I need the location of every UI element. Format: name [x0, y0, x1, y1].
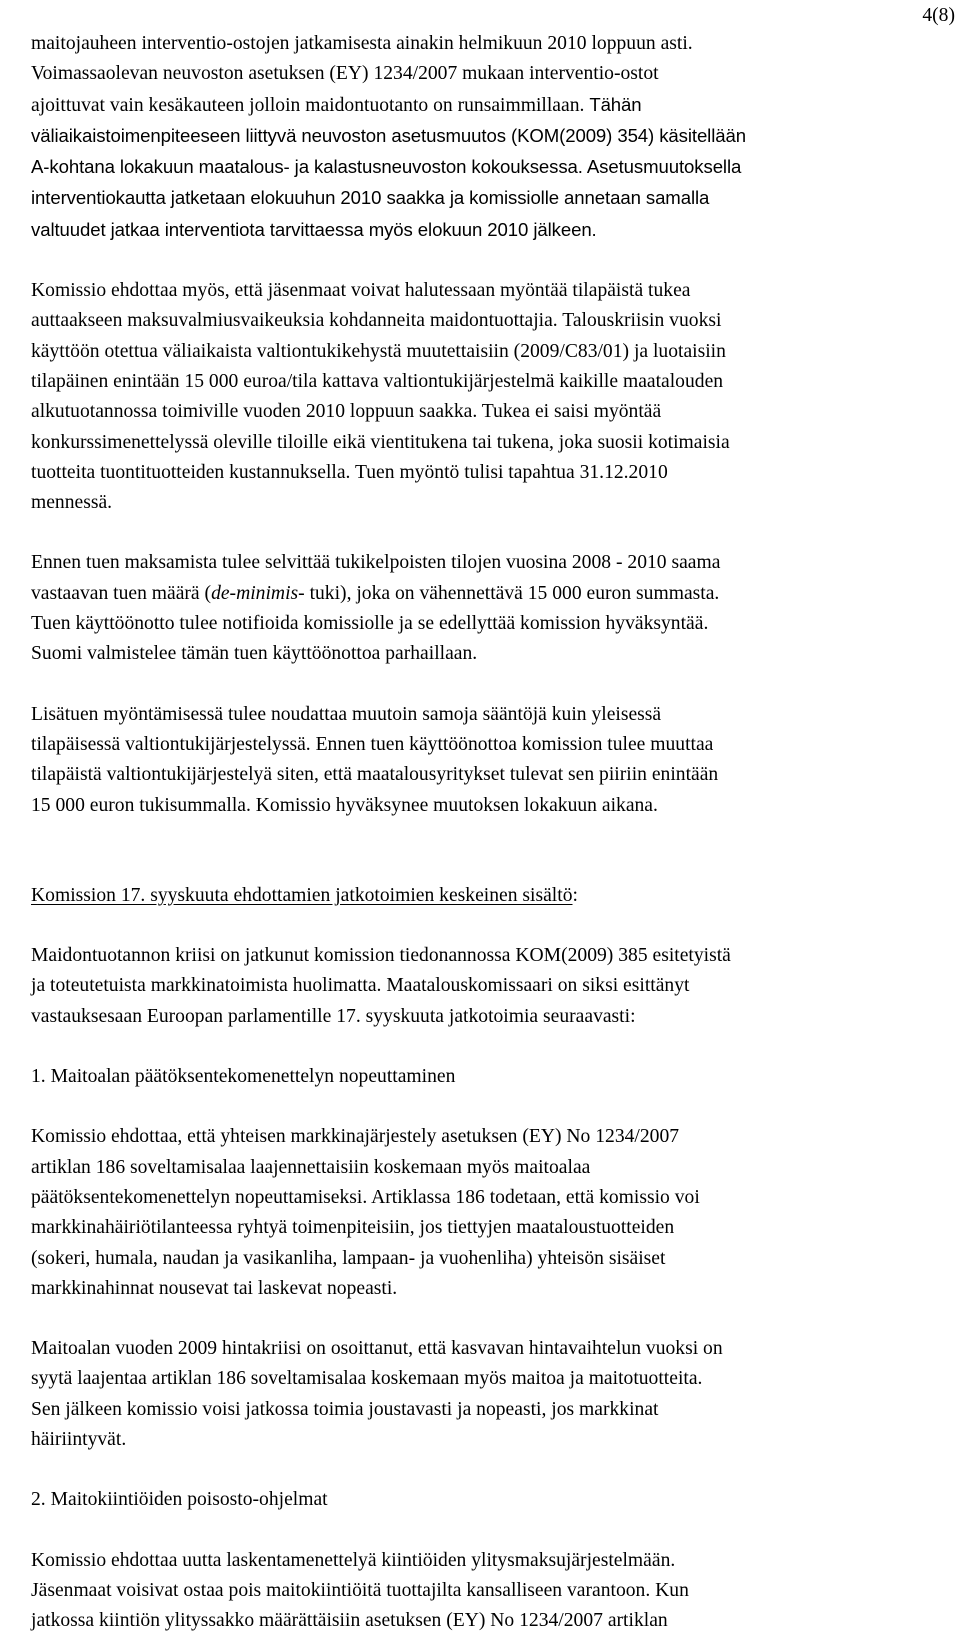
paragraph-article-186: Komissio ehdottaa, että yhteisen markkinajärjestely asetuksen (EY) No 1234/2007 artiklan 186 soveltamisalaa laajennettaisiin koskemaan myös maitoalaa päätöksentekomenettelyn nopeuttamiseksi. Artiklassa 186 todetaan, että komissio voi markkinahäiriötilanteessa ryhtyä toimenpiteisiin, jos tiettyjen maataloustuotteiden (sokeri, humala, naudan ja vasikanliha, lampaan- ja vuohenliha) yhteisön sisäiset markkinahinnat nousevat tai laskevat nopeasti.: [31, 1126, 700, 1299]
paragraph-additional-aid: Lisätuen myöntämisessä tulee noudattaa muutoin samoja sääntöjä kuin yleisessä tilapäisessä valtiontukijärjestelyssä. Ennen tuen käyttöönottoa komission tulee muuttaa tilapäistä valtiontukijärjestelyä siten, että maatalousyritykset tulevat sen piiriin enintään 15 000 euron tukisummalla. Komissio hyväksynee muutoksen lokakuun aikana.: [31, 703, 719, 816]
paragraph-quota-buyout: Komissio ehdottaa uutta laskentamenettelyä kiintiöiden ylitysmaksujärjestelmään. Jäsenmaat voisivat ostaa pois maitokiintiöitä tuottajilta kansalliseen varantoon. Kun jatkossa kiintiön ylityssakko määrättäisiin asetuksen (EY) No 1234/2007 artiklan: [31, 1549, 689, 1632]
page-number: 4(8): [922, 5, 955, 26]
de-minimis-italic: de-minimis: [211, 582, 299, 604]
section-heading-text: Komission 17. syyskuuta ehdottamien jatkotoimien keskeinen sisältö: [31, 884, 573, 906]
section-heading-suffix: :: [572, 884, 578, 906]
paragraph-de-minimis: [31, 548, 956, 669]
paragraph-intervention-sans: Tähän väliaikaistoimenpiteeseen liittyvä neuvoston asetusmuutos (KOM(2009) 354) käsitellään A-kohtana lokakuun maatalous- ja kalastusneuvoston kokouksessa. Asetusmuutoksella interventiokautta jatketaan elokuuhun 2010 saakka ja komissiolle annetaan samalla valtuudet jatkaa interventiota tarvittaessa myös elokuun 2010 jälkeen.: [31, 93, 746, 240]
item-2-title: 2. Maitokiintiöiden poisosto-ohjelmat: [31, 1489, 328, 1511]
paragraph-intervention-serif: maitojauheen interventio-ostojen jatkamisesta ainakin helmikuun 2010 loppuun asti. Voimassaolevan neuvoston asetuksen (EY) 1234/2007 mukaan interventio-ostot ajoittuvat vain kesäkauteen jolloin maidontuotanto on runsaimmillaan.: [31, 33, 693, 116]
de-minimis-after: - tuki), joka on vähennettävä 15 000 euron summasta. Tuen käyttöönotto tulee notifioida komissiolle ja se edellyttää komission hyväksyntää. Suomi valmistelee tämän tuen käyttöönottoa parhaillaan.: [31, 582, 720, 665]
paragraph-milk-crisis: Maidontuotannon kriisi on jatkunut komission tiedonannossa KOM(2009) 385 esitetyistä ja toteutetuista markkinatoimista huolimatta. Maatalouskomissaari on siksi esittänyt vastauksesaan Euroopan parlamentille 17. syyskuuta jatkotoimia seuraavasti:: [31, 945, 731, 1027]
paragraph-price-crisis: Maitoalan vuoden 2009 hintakriisi on osoittanut, että kasvavan hintavaihtelun vuoksi on syytä laajentaa artiklan 186 soveltamisalaa koskemaan myös maitoa ja maitotuotteita. Sen jälkeen komissio voisi jatkossa toimia joustavasti ja nopeasti, jos markkinat häiriintyvät.: [31, 1338, 723, 1450]
item-1-title: 1. Maitoalan päätöksentekomenettelyn nopeuttaminen: [31, 1066, 456, 1088]
section-heading: [31, 881, 956, 911]
paragraph-intervention: [31, 29, 956, 246]
paragraph-temporary-aid: Komissio ehdottaa myös, että jäsenmaat voivat halutessaan myöntää tilapäistä tukea auttaakseen maksuvalmiusvaikeuksia kohdanneita maidontuottajia. Talouskriisin vuoksi käyttöön otettua väliaikaista valtiontukikehystä muutettaisiin (2009/C83/01) ja luotaisiin tilapäinen enintään 15 000 euroa/tila kattava valtiontukijärjestelmä kaikille maatalouden alkutuotannossa toimiville vuoden 2010 loppuun saakka. Tukea ei saisi myöntää konkurssimenettelyssä oleville tiloille eikä vientitukena tai tukena, joka suosii kotimaisia tuotteita tuontituotteiden kustannuksella. Tuen myöntö tulisi tapahtua 31.12.2010 mennessä.: [31, 280, 730, 514]
de-minimis-before: Ennen tuen maksamista tulee selvittää tukikelpoisten tilojen vuosina 2008 - 2010 saama vastaavan tuen määrä (: [31, 552, 721, 604]
document-body: [31, 29, 956, 1636]
